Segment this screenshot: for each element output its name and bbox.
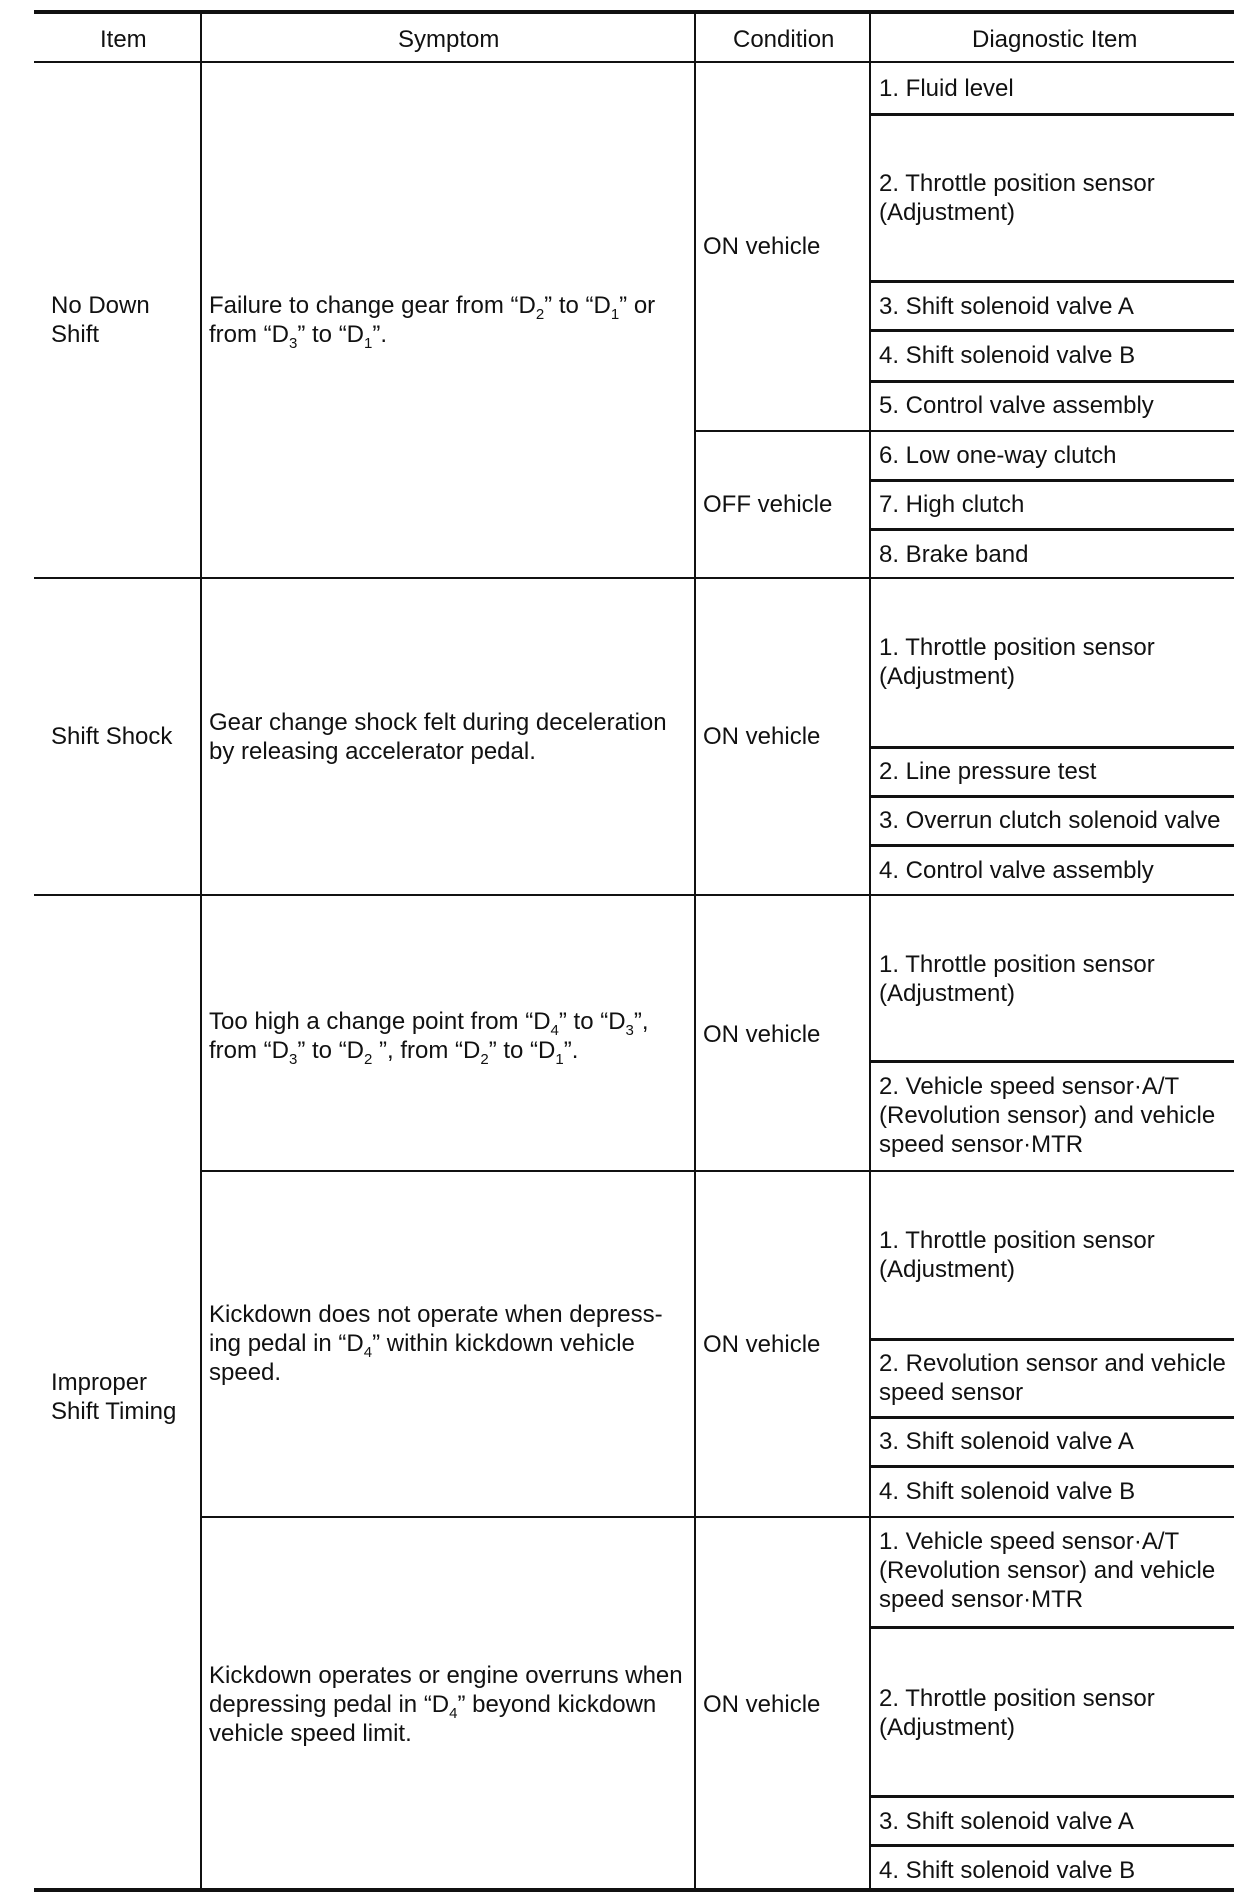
diagnostic-item: 4. Shift solenoid valve B — [879, 1857, 1136, 1884]
condition-on-vehicle: ON vehicle — [703, 723, 821, 750]
diagnostic-row-rule — [869, 113, 1234, 116]
text-run: ”, from “D — [372, 1037, 481, 1064]
diagnostic-item: 4. Control valve assembly — [879, 857, 1154, 884]
diagnostic-row-rule — [869, 1465, 1234, 1468]
diagnostic-item: 3. Shift solenoid valve A — [879, 1808, 1134, 1835]
symptom-change-point — [209, 1007, 649, 1068]
subscript: 1 — [364, 335, 373, 352]
diagnostic-row-rule — [869, 1338, 1234, 1341]
diagnostic-row-rule — [869, 528, 1234, 531]
group-rule — [34, 894, 1234, 896]
header-rule — [34, 61, 1234, 63]
group-rule — [34, 577, 1234, 579]
subscript: 1 — [555, 1051, 564, 1068]
diagnostic-item: 1. Fluid level — [879, 75, 1014, 102]
diagnostic-row-rule — [869, 1416, 1234, 1419]
diagnostic-row-rule — [869, 746, 1234, 749]
header-symptom: Symptom — [398, 26, 500, 53]
diagnostic-item: 8. Brake band — [879, 541, 1029, 568]
diagnostic-row-rule — [869, 280, 1234, 283]
diagnostic-item: 3. Shift solenoid valve A — [879, 293, 1134, 320]
condition-off-vehicle: OFF vehicle — [703, 491, 833, 518]
subscript: 4 — [363, 1344, 373, 1361]
header-diagnostic: Diagnostic Item — [972, 26, 1138, 53]
subscript: 3 — [289, 335, 298, 352]
diagnostic-item: 2. Line pressure test — [879, 758, 1097, 785]
diagnostic-row-rule — [869, 1795, 1234, 1798]
text-run: Kickdown operates or engine overruns when depressing pedal in “D — [209, 1662, 683, 1718]
diagnostic-item: 1. Vehicle speed sensor·A/T (Revolution sensor) and vehicle speed sensor·MTR — [879, 1528, 1216, 1613]
diagnostic-item: 3. Overrun clutch solenoid valve — [879, 807, 1221, 834]
condition-on-vehicle: ON vehicle — [703, 1691, 821, 1718]
text-run: ” to “D — [544, 292, 611, 319]
subscript: 2 — [480, 1051, 489, 1068]
diagnostic-item: 1. Throttle position sensor (Adjustment) — [879, 951, 1155, 1007]
condition-on-vehicle: ON vehicle — [703, 1331, 821, 1358]
diagnostic-item: 4. Shift solenoid valve B — [879, 342, 1136, 369]
text-run: ” to “D — [488, 1037, 556, 1064]
header-item: Item — [100, 26, 147, 53]
diagnostic-item: 2. Throttle position sensor (Adjustment) — [879, 1685, 1155, 1741]
symptom-no-down-shift — [209, 291, 656, 352]
diagnostic-row-rule — [869, 329, 1234, 332]
diagnostic-row-rule — [869, 844, 1234, 847]
text-run: ”. — [563, 1037, 579, 1064]
diagnostic-item: 7. High clutch — [879, 491, 1025, 518]
diagnostic-row-rule — [869, 380, 1234, 383]
diagnostic-item: 6. Low one-way clutch — [879, 442, 1117, 469]
diagnostic-item: 4. Shift solenoid valve B — [879, 1478, 1136, 1505]
diagnostic-item: 3. Shift solenoid valve A — [879, 1428, 1134, 1455]
symptom-shift-shock: Gear change shock felt during deceleration by releasing accelerator pedal. — [209, 709, 667, 765]
text-run: ”, from “D — [209, 1008, 649, 1064]
header-condition: Condition — [733, 26, 835, 53]
column-rule — [869, 12, 871, 1890]
text-run: ”. — [372, 321, 388, 348]
text-run: ” to “D — [297, 321, 365, 348]
diagnostic-row-rule — [869, 1060, 1234, 1063]
diagnostic-item: 5. Control valve assembly — [879, 392, 1154, 419]
subscript: 2 — [535, 306, 545, 323]
text-run: Too high a change point from “D — [209, 1008, 551, 1035]
item-no-down-shift: No Down Shift — [51, 292, 150, 348]
condition-on-vehicle: ON vehicle — [703, 1021, 821, 1048]
subscript: 2 — [364, 1051, 373, 1068]
diagnostic-item: 1. Throttle position sensor (Adjustment) — [879, 634, 1155, 690]
table-top-rule — [34, 10, 1234, 14]
subscript: 4 — [550, 1022, 559, 1039]
diagnostic-row-rule — [869, 479, 1234, 482]
subscript: 3 — [289, 1051, 298, 1068]
symptom-kickdown-overrun — [209, 1661, 683, 1748]
subgroup-rule — [200, 1170, 1234, 1172]
text-run: Kickdown does not operate when depress- ing pedal in “D — [209, 1301, 663, 1357]
condition-on-vehicle: ON vehicle — [703, 233, 821, 260]
diagnostic-item: 1. Throttle position sensor (Adjustment) — [879, 1227, 1155, 1283]
subscript: 4 — [449, 1705, 458, 1722]
diagnostic-row-rule — [869, 1626, 1234, 1629]
table-bottom-rule — [34, 1888, 1234, 1892]
condition-rule — [694, 430, 1234, 432]
column-rule — [200, 12, 202, 1890]
diagnostic-item: 2. Vehicle speed sensor·A/T (Revolution sensor) and vehicle speed sensor·MTR — [879, 1073, 1216, 1158]
text-run: ” within kickdown vehicle speed. — [209, 1330, 635, 1386]
symptom-kickdown-not-operate — [209, 1300, 663, 1387]
subgroup-rule — [200, 1516, 1234, 1518]
subscript: 1 — [610, 306, 620, 323]
text-run: ” to “D — [558, 1008, 626, 1035]
diagnostic-item: 2. Revolution sensor and vehicle speed sensor — [879, 1350, 1226, 1406]
diagnostic-item: 2. Throttle position sensor (Adjustment) — [879, 170, 1155, 226]
diagnostic-row-rule — [869, 795, 1234, 798]
text-run: Failure to change gear from “D — [209, 292, 536, 319]
column-rule — [694, 12, 696, 1890]
text-run: ” or from “D — [209, 292, 656, 348]
diagnostic-row-rule — [869, 1844, 1234, 1847]
text-run: ” to “D — [297, 1037, 365, 1064]
subscript: 3 — [625, 1022, 634, 1039]
item-shift-shock: Shift Shock — [51, 723, 173, 750]
text-run: ” beyond kickdown vehicle speed limit. — [209, 1691, 657, 1747]
item-improper-shift-timing: Improper Shift Timing — [51, 1369, 177, 1425]
